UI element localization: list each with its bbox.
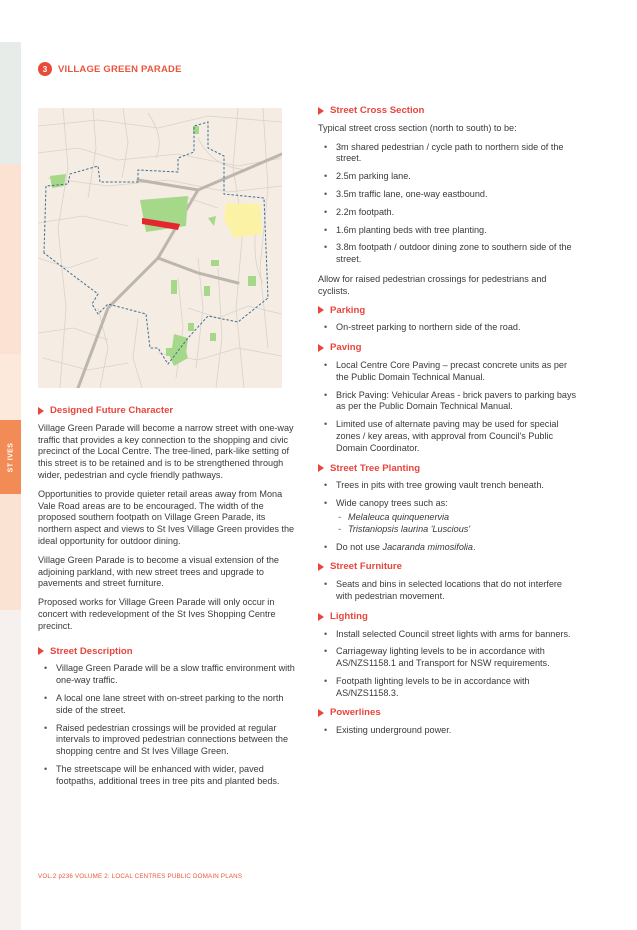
list-item: • 2.5m parking lane.	[318, 171, 580, 183]
list-item: • 2.2m footpath.	[318, 207, 580, 219]
section-heading-label: Designed Future Character	[50, 405, 174, 416]
triangle-bullet-icon	[38, 407, 44, 415]
list-item: • Local Centre Core Paving – precast concrete units as per the Public Domain Technical Manual.	[318, 360, 580, 384]
triangle-bullet-icon	[318, 306, 324, 314]
list-item: • Carriageway lighting levels to be in accordance with AS/NZS1158.1 and Transport for NSW requirements.	[318, 646, 580, 670]
cross-section-list	[318, 142, 580, 266]
paragraph: Proposed works for Village Green Parade will only occur in concert with redevelopment of the St Ives Shopping Centre precinct.	[38, 597, 276, 631]
side-tab-band	[0, 354, 21, 420]
right-column	[318, 105, 580, 745]
parking-heading	[318, 305, 580, 317]
side-tab-st-ives[interactable]	[0, 420, 21, 494]
page-footer: VOL.2 p236 VOLUME 2: LOCAL CENTRES PUBLIC DOMAIN PLANS	[38, 873, 243, 880]
location-map	[38, 108, 282, 388]
list-item: • Footpath lighting levels to be in accordance with AS/NZS1158.3.	[318, 676, 580, 700]
triangle-bullet-icon	[318, 709, 324, 717]
paragraph: Village Green Parade is to become a visual extension of the adjoining parkland, with new street trees and upgrade to pavements and street furniture.	[38, 554, 279, 589]
species-list	[336, 512, 580, 536]
section-heading-label: Paving	[330, 342, 362, 354]
list-item: • A local one lane street with on-street parking to the north side of the street.	[38, 693, 300, 717]
list-item: • Brick Paving: Vehicular Areas - brick pavers to parking bays as per the Public Domain Technical Manual.	[318, 390, 580, 414]
side-tab-band	[0, 42, 21, 164]
triangle-bullet-icon	[318, 464, 324, 472]
list-item: • 1.6m planting beds with tree planting.	[318, 225, 580, 237]
street-furniture-heading	[318, 561, 580, 573]
powerlines-list	[318, 725, 580, 737]
list-item	[318, 498, 580, 535]
list-item: • Limited use of alternate paving may be used for special zones / key areas, with approval from Council's Public Domain Coordinator.	[318, 419, 580, 454]
triangle-bullet-icon	[318, 563, 324, 571]
designed-future-character-heading	[38, 405, 300, 417]
section-heading-label: Lighting	[330, 610, 368, 622]
section-heading-label: Street Furniture	[330, 561, 402, 573]
side-tab-band	[0, 610, 21, 930]
section-heading-label: Street Cross Section	[330, 105, 425, 116]
side-index-tabs	[0, 42, 21, 930]
side-tab-band	[0, 494, 21, 610]
left-column	[38, 405, 300, 796]
triangle-bullet-icon	[318, 107, 324, 115]
street-cross-section-heading	[318, 105, 580, 117]
side-tab-band	[0, 164, 21, 354]
paragraph: Village Green Parade will become a narrow street with one-way traffic that provides a key connection to the shopping and civic precinct of the Local Centre. The tree-lined, park-like setting of this street is to be retained and is to be strengthened through wider, pedestrian and cycle friendly pathways.	[38, 422, 294, 480]
paving-heading	[318, 342, 580, 354]
triangle-bullet-icon	[318, 344, 324, 352]
section-heading-label: Parking	[330, 304, 366, 316]
street-tree-planting-heading	[318, 463, 580, 475]
list-item: • On-street parking to northern side of the road.	[318, 322, 580, 334]
list-item: • Village Green Parade will be a slow traffic environment with one-way traffic.	[38, 663, 300, 687]
list-item: • 3m shared pedestrian / cycle path to northern side of the street.	[318, 142, 580, 166]
list-item-text: Wide canopy trees such as:	[336, 498, 448, 509]
page-title: VILLAGE GREEN PARADE	[58, 63, 182, 75]
paragraph: Opportunities to provide quieter retail areas away from Mona Vale Road areas are to be encouraged. The width of the proposed southern footpath on Village Green Parade, its northern aspect and views to St Ives Village Green provides the ideal opportunity for outdoor dining.	[38, 488, 295, 546]
page-header	[38, 62, 182, 76]
section-number-badge: 3	[38, 62, 52, 76]
species-item: - Tristaniopsis laurina 'Luscious'	[336, 524, 580, 536]
list-item	[318, 542, 580, 554]
triangle-bullet-icon	[318, 613, 324, 621]
lighting-heading	[318, 611, 580, 623]
furniture-list	[318, 579, 580, 603]
street-description-heading	[38, 646, 300, 658]
species-name: Jacaranda mimosifolia	[382, 541, 473, 552]
parking-list	[318, 322, 580, 334]
section-heading-label: Street Tree Planting	[330, 462, 421, 474]
list-item: • 3.8m footpath / outdoor dining zone to southern side of the street.	[318, 242, 580, 266]
paragraph: Typical street cross section (north to south) to be:	[318, 122, 517, 133]
paragraph: Allow for raised pedestrian crossings for pedestrians and cyclists.	[318, 273, 547, 296]
section-heading-label: Street Description	[50, 645, 133, 657]
list-item: • Existing underground power.	[318, 725, 580, 737]
species-item: - Melaleuca quinquenervia	[336, 512, 580, 524]
paving-list	[318, 360, 580, 455]
list-item: • 3.5m traffic lane, one-way eastbound.	[318, 189, 580, 201]
triangle-bullet-icon	[38, 647, 44, 655]
list-item-text: Do not use	[336, 541, 383, 552]
powerlines-heading	[318, 707, 580, 719]
list-item: • Install selected Council street lights with arms for banners.	[318, 629, 580, 641]
list-item: • The streetscape will be enhanced with wider, paved footpaths, additional trees in tree pits and planted beds.	[38, 764, 300, 788]
street-description-list	[38, 663, 300, 787]
section-heading-label: Powerlines	[330, 707, 381, 719]
list-item-text: .	[473, 541, 476, 552]
list-item: • Raised pedestrian crossings will be provided at regular intervals to improved pedestrian connections between the shopping centre and St Ives Village Green.	[38, 723, 300, 758]
side-tab-label: ST IVES	[7, 442, 14, 472]
tree-planting-list	[318, 480, 580, 553]
list-item: • Seats and bins in selected locations that do not interfere with pedestrian movement.	[318, 579, 580, 603]
lighting-list	[318, 629, 580, 700]
list-item: • Trees in pits with tree growing vault trench beneath.	[318, 480, 580, 492]
